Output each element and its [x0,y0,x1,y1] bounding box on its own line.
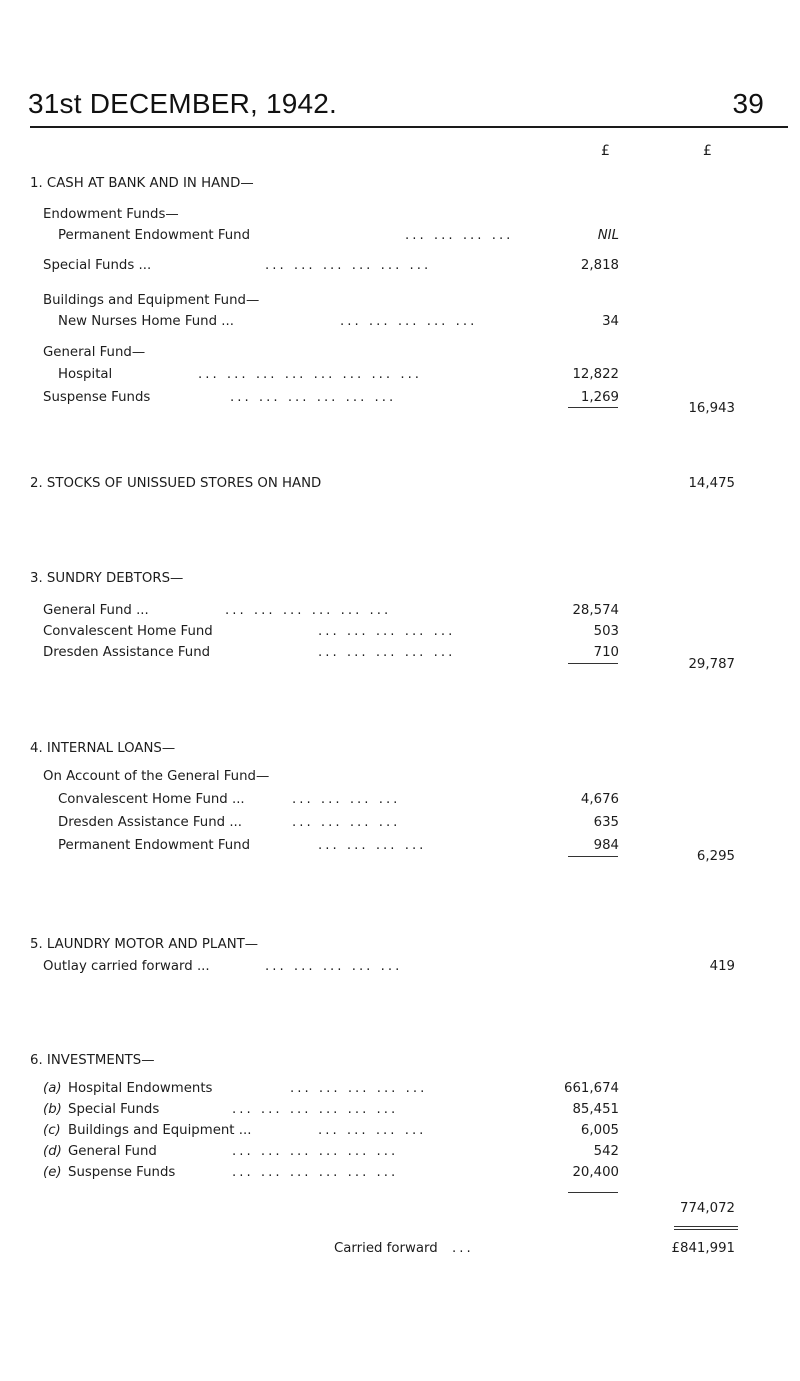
page-number: 39 [732,88,764,119]
dot-leader: ... ... ... ... [318,838,427,853]
total-rule-top [674,1226,738,1227]
section-total: 16,943 [688,401,735,416]
section-total: 419 [709,959,735,974]
line-text: Suspense Funds [68,1165,176,1180]
line-text: Hospital Endowments [68,1081,213,1096]
subtotal-rule [568,1192,618,1193]
dot-leader: ... ... ... ... ... ... [232,1102,399,1117]
subtotal-rule [568,663,618,664]
line-text: Hospital [58,367,113,382]
dot-leader: ... ... ... ... ... ... [232,1165,399,1180]
line-label: (a) [43,1081,62,1096]
line-text: Endowment Funds— [43,207,179,222]
line-amount: 984 [593,838,619,853]
line-text: Permanent Endowment Fund [58,838,251,853]
dot-leader: ... ... ... ... ... ... [265,258,432,273]
section-1-heading: 1. CASH AT BANK AND IN HAND— [30,176,254,191]
line-label: (e) [43,1165,62,1180]
line-text: Buildings and Equipment ... [68,1123,252,1138]
total-column-currency: £ [703,143,712,159]
dot-leader: ... ... ... ... ... ... [232,1144,399,1159]
line-text: Buildings and Equipment Fund— [43,293,260,308]
carried-forward-label: Carried forward [334,1241,438,1256]
line-amount: 635 [593,815,619,830]
line-amount: 1,269 [580,390,619,405]
line-text: Permanent Endowment Fund [58,228,251,243]
line-text: General Fund— [43,345,146,360]
line-amount: 2,818 [580,258,619,273]
dot-leader: ... ... ... ... ... [318,645,456,660]
section-4-heading: 4. INTERNAL LOANS— [30,741,176,756]
dot-leader: ... ... ... ... ... ... [225,603,392,618]
total-rule-bottom [674,1229,738,1230]
line-amount: 28,574 [572,603,619,618]
section-total: 6,295 [696,849,735,864]
line-amount: 85,451 [572,1102,619,1117]
line-text: New Nurses Home Fund ... [58,314,234,329]
line-text: Convalescent Home Fund ... [58,792,245,807]
subtotal-rule [568,856,618,857]
line-amount: 542 [593,1144,619,1159]
section-total: 14,475 [688,476,735,491]
line-text: Convalescent Home Fund [43,624,213,639]
line-amount: 34 [602,314,619,329]
line-amount: 12,822 [572,367,619,382]
section-6-heading: 6. INVESTMENTS— [30,1053,155,1068]
line-amount: 710 [593,645,619,660]
dot-leader: ... [452,1241,474,1256]
dot-leader: ... ... ... ... ... [318,624,456,639]
line-text: Dresden Assistance Fund [43,645,211,660]
line-text: Outlay carried forward ... [43,959,210,974]
line-text: General Fund [68,1144,157,1159]
dot-leader: ... ... ... ... ... ... ... ... [198,367,423,382]
section-total: 774,072 [680,1201,735,1216]
carried-forward-total: £841,991 [671,1241,735,1256]
line-text: On Account of the General Fund— [43,769,270,784]
dot-leader: ... ... ... ... ... [265,959,403,974]
dot-leader: ... ... ... ... ... ... [230,390,397,405]
sub-column-currency: £ [601,143,610,159]
section-total: 29,787 [688,657,735,672]
subtotal-rule [568,407,618,408]
section-5-heading: 5. LAUNDRY MOTOR AND PLANT— [30,937,259,952]
dot-leader: ... ... ... ... [405,228,514,243]
line-label: (d) [43,1144,62,1159]
line-amount: NIL [597,228,619,243]
line-amount: 20,400 [572,1165,619,1180]
line-amount: 661,674 [564,1081,619,1096]
line-amount: 4,676 [580,792,619,807]
line-text: Suspense Funds [43,390,151,405]
section-3-heading: 3. SUNDRY DEBTORS— [30,571,184,586]
dot-leader: ... ... ... ... [292,815,401,830]
line-text: General Fund ... [43,603,149,618]
section-2-heading: 2. STOCKS OF UNISSUED STORES ON HAND [30,476,322,491]
line-amount: 6,005 [580,1123,619,1138]
line-text: Special Funds ... [43,258,152,273]
dot-leader: ... ... ... ... [292,792,401,807]
dot-leader: ... ... ... ... ... [340,314,478,329]
line-text: Special Funds [68,1102,160,1117]
line-label: (b) [43,1102,62,1117]
dot-leader: ... ... ... ... [318,1123,427,1138]
header-rule [30,126,788,128]
page-title: 31st DECEMBER, 1942. [28,88,338,119]
line-text: Dresden Assistance Fund ... [58,815,243,830]
line-label: (c) [43,1123,61,1138]
dot-leader: ... ... ... ... ... [290,1081,428,1096]
line-amount: 503 [593,624,619,639]
